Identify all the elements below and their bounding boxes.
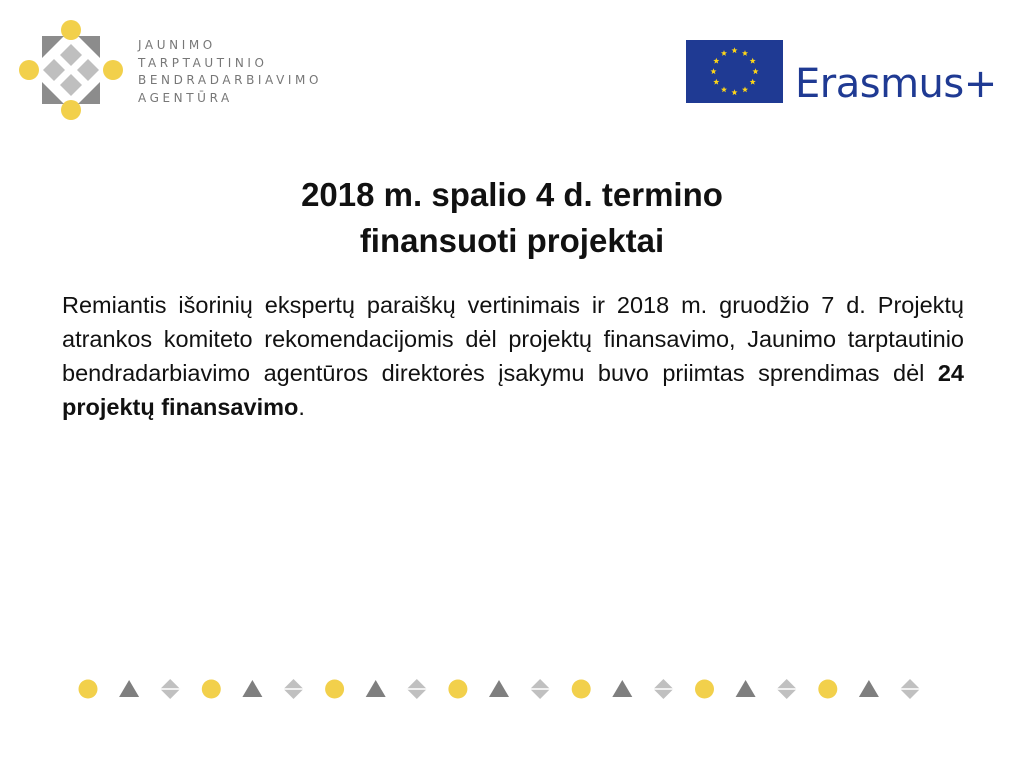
footer-triangle-icon xyxy=(119,680,139,697)
logo-diamond-top xyxy=(60,44,82,66)
agency-name xyxy=(138,37,322,107)
footer-circle-icon xyxy=(202,680,221,699)
footer-circle-icon xyxy=(448,680,467,699)
footer-triangle-icon xyxy=(242,680,262,697)
body-text-bold-phrase: projektų finansavimo xyxy=(62,394,299,420)
logo-circle-bottom xyxy=(61,100,81,120)
title-line-1: 2018 m. spalio 4 d. termino xyxy=(301,176,723,213)
agency-name-line-1: JAUNIMO xyxy=(138,38,216,52)
footer-circle-icon xyxy=(572,680,591,699)
body-paragraph xyxy=(62,288,964,424)
footer-triangle-icon xyxy=(366,680,386,697)
logo-circle-top xyxy=(61,20,81,40)
footer-circle-icon xyxy=(818,680,837,699)
logo-diamond-left xyxy=(43,59,65,81)
footer-circle-icon xyxy=(325,680,344,699)
body-text-project-count: 24 xyxy=(937,360,964,386)
agency-logo xyxy=(16,18,126,122)
footer-triangle-icon xyxy=(736,680,756,697)
footer-triangle-icon xyxy=(489,680,509,697)
agency-name-line-4: AGENTŪRA xyxy=(138,90,233,105)
footer-circle-icon xyxy=(695,680,714,699)
footer-circle-icon xyxy=(79,680,98,699)
page-title xyxy=(0,172,1024,264)
agency-name-line-3: BENDRADARBIAVIMO xyxy=(138,73,323,87)
title-line-2: finansuoti projektai xyxy=(359,222,665,259)
logo-circle-right xyxy=(103,60,123,80)
eu-flag-icon xyxy=(686,40,783,103)
footer-decorative-pattern xyxy=(77,676,925,702)
logo-circle-left xyxy=(19,60,39,80)
logo-diamond-right xyxy=(77,59,99,81)
footer-triangle-icon xyxy=(859,680,879,697)
body-text-main: Remiantis išorinių ekspertų paraiškų vertinimais ir 2018 m. gruodžio 7 d. Projektų atrankos komiteto rekomendacijomis dėl projektų finansavimo, Jaunimo tarptautinio bendradarbiavimo agentūros direktorės įsakymu buvo priimtas sprendimas dėl xyxy=(62,292,964,386)
footer-triangle-icon xyxy=(612,680,632,697)
agency-name-line-2: TARPTAUTINIO xyxy=(138,55,268,70)
body-text-period: . xyxy=(298,394,305,420)
erasmus-plus-logo-text: Erasmus+ xyxy=(795,61,997,107)
logo-diamond-bottom xyxy=(60,74,82,96)
